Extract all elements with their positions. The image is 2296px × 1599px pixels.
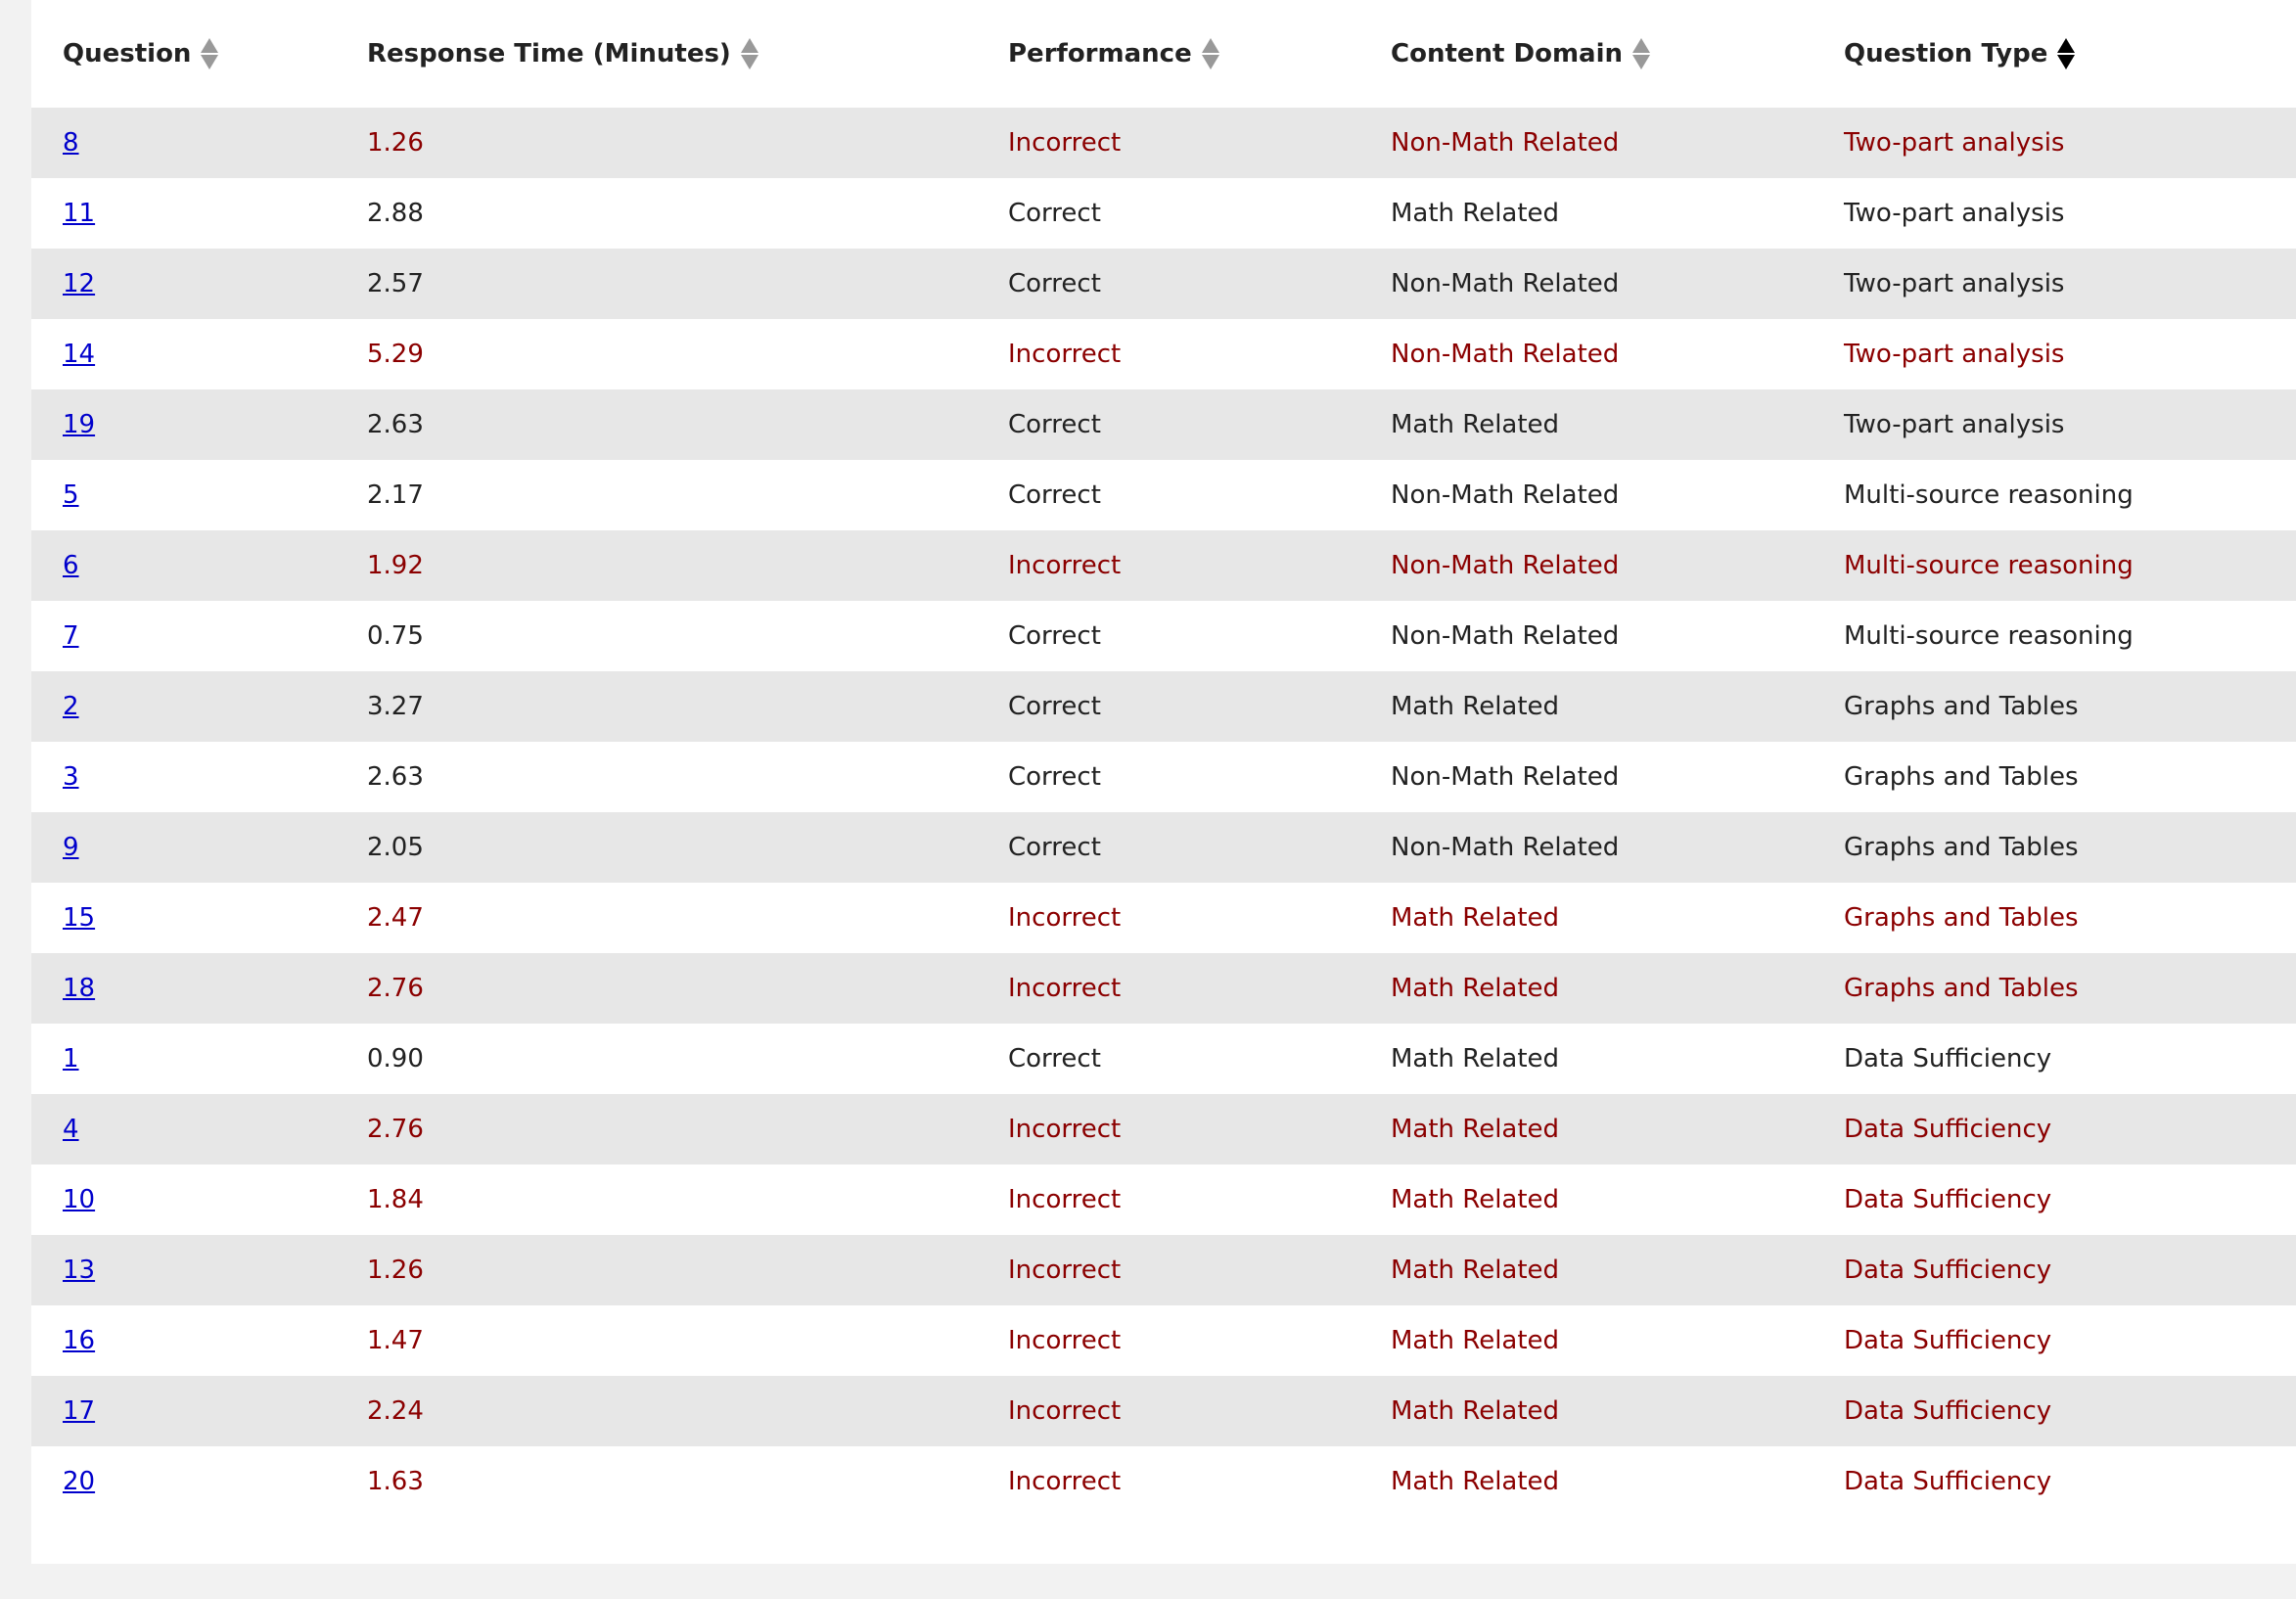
response-time-cell: 1.47 [367,1305,1008,1376]
column-header-label: Content Domain [1391,39,1624,69]
column-header-question[interactable] [31,0,367,108]
question-type-cell: Data Sufficiency [1844,1024,2296,1094]
question-type-cell: Data Sufficiency [1844,1305,2296,1376]
question-link[interactable]: 16 [63,1326,96,1355]
sort-arrows-active-icon[interactable] [2057,36,2075,71]
content-domain-cell: Non-Math Related [1391,108,1844,178]
question-cell [31,1165,367,1235]
question-cell [31,108,367,178]
sort-arrows-icon[interactable] [1632,36,1650,71]
question-cell [31,530,367,601]
content-domain-cell: Non-Math Related [1391,601,1844,671]
performance-cell: Correct [1008,812,1391,883]
content-domain-cell: Math Related [1391,178,1844,249]
column-header-label: Performance [1008,39,1192,69]
question-link[interactable]: 10 [63,1185,96,1214]
content-domain-cell: Math Related [1391,389,1844,460]
content-domain-cell: Non-Math Related [1391,460,1844,530]
performance-cell: Correct [1008,178,1391,249]
question-link[interactable]: 4 [63,1115,79,1144]
table-row [31,953,2296,1024]
question-link[interactable]: 12 [63,269,96,298]
content-domain-cell: Math Related [1391,1235,1844,1305]
content-domain-cell: Non-Math Related [1391,319,1844,389]
response-time-cell: 2.24 [367,1376,1008,1446]
response-time-cell: 2.76 [367,1094,1008,1165]
table-row [31,1376,2296,1446]
performance-cell: Incorrect [1008,1305,1391,1376]
question-type-cell: Graphs and Tables [1844,953,2296,1024]
table-row [31,249,2296,319]
question-cell [31,1376,367,1446]
question-cell [31,671,367,742]
response-time-cell: 1.63 [367,1446,1008,1517]
question-type-cell: Graphs and Tables [1844,883,2296,953]
content-domain-cell: Math Related [1391,1024,1844,1094]
performance-cell: Correct [1008,249,1391,319]
response-time-cell: 1.84 [367,1165,1008,1235]
table-row [31,389,2296,460]
results-table [31,0,2296,1517]
table-row [31,812,2296,883]
performance-cell: Incorrect [1008,1235,1391,1305]
question-cell [31,1446,367,1517]
response-time-cell: 1.26 [367,1235,1008,1305]
content-domain-cell: Non-Math Related [1391,812,1844,883]
table-row [31,1024,2296,1094]
question-link[interactable]: 9 [63,833,79,862]
question-cell [31,1235,367,1305]
question-cell [31,389,367,460]
table-row [31,460,2296,530]
question-link[interactable]: 13 [63,1256,96,1285]
question-type-cell: Data Sufficiency [1844,1235,2296,1305]
table-body [31,108,2296,1517]
question-cell [31,1305,367,1376]
question-cell [31,178,367,249]
column-header-label: Response Time (Minutes) [367,39,731,69]
table-row [31,1305,2296,1376]
response-time-cell: 2.17 [367,460,1008,530]
table-row [31,671,2296,742]
performance-cell: Incorrect [1008,319,1391,389]
question-cell [31,319,367,389]
performance-cell: Incorrect [1008,953,1391,1024]
table-header-row [31,0,2296,108]
question-link[interactable]: 11 [63,199,96,228]
question-type-cell: Data Sufficiency [1844,1165,2296,1235]
question-link[interactable]: 19 [63,410,96,439]
question-link[interactable]: 7 [63,621,79,651]
response-time-cell: 0.75 [367,601,1008,671]
response-time-cell: 2.76 [367,953,1008,1024]
question-link[interactable]: 18 [63,974,96,1003]
response-time-cell: 0.90 [367,1024,1008,1094]
performance-cell: Incorrect [1008,108,1391,178]
column-header-question-type[interactable] [1844,0,2296,108]
response-time-cell: 2.47 [367,883,1008,953]
performance-cell: Incorrect [1008,1165,1391,1235]
content-domain-cell: Non-Math Related [1391,249,1844,319]
question-type-cell: Multi-source reasoning [1844,601,2296,671]
question-type-cell: Two-part analysis [1844,319,2296,389]
question-link[interactable]: 17 [63,1396,96,1426]
response-time-cell: 2.88 [367,178,1008,249]
question-cell [31,812,367,883]
results-panel [31,0,2296,1564]
response-time-cell: 1.92 [367,530,1008,601]
response-time-cell: 2.57 [367,249,1008,319]
performance-cell: Correct [1008,460,1391,530]
question-link[interactable]: 2 [63,692,79,721]
question-link[interactable]: 1 [63,1044,79,1074]
performance-cell: Correct [1008,671,1391,742]
question-type-cell: Multi-source reasoning [1844,460,2296,530]
sort-arrows-icon[interactable] [201,36,218,71]
table-row [31,1094,2296,1165]
question-link[interactable]: 15 [63,903,96,933]
performance-cell: Incorrect [1008,1446,1391,1517]
table-row [31,319,2296,389]
question-link[interactable]: 14 [63,340,96,369]
column-header-response-time[interactable] [367,0,1008,108]
question-type-cell: Graphs and Tables [1844,812,2296,883]
performance-cell: Correct [1008,389,1391,460]
question-link[interactable]: 6 [63,551,79,580]
question-cell [31,883,367,953]
response-time-cell: 5.29 [367,319,1008,389]
question-type-cell: Data Sufficiency [1844,1094,2296,1165]
column-header-label: Question [63,39,192,69]
content-domain-cell: Math Related [1391,883,1844,953]
table-row [31,883,2296,953]
question-cell [31,601,367,671]
question-type-cell: Two-part analysis [1844,178,2296,249]
table-row [31,530,2296,601]
response-time-cell: 3.27 [367,671,1008,742]
sort-arrows-icon[interactable] [741,36,758,71]
column-header-performance[interactable] [1008,0,1391,108]
question-link[interactable]: 3 [63,762,79,792]
response-time-cell: 1.26 [367,108,1008,178]
performance-cell: Incorrect [1008,530,1391,601]
table-row [31,178,2296,249]
table-row [31,108,2296,178]
question-cell [31,1024,367,1094]
column-header-content-domain[interactable] [1391,0,1844,108]
content-domain-cell: Math Related [1391,1165,1844,1235]
question-link[interactable]: 8 [63,128,79,158]
question-type-cell: Two-part analysis [1844,108,2296,178]
performance-cell: Correct [1008,601,1391,671]
content-domain-cell: Math Related [1391,1376,1844,1446]
sort-arrows-icon[interactable] [1202,36,1219,71]
response-time-cell: 2.05 [367,812,1008,883]
performance-cell: Correct [1008,742,1391,812]
response-time-cell: 2.63 [367,742,1008,812]
question-cell [31,953,367,1024]
question-type-cell: Graphs and Tables [1844,742,2296,812]
question-cell [31,249,367,319]
question-type-cell: Two-part analysis [1844,249,2296,319]
content-domain-cell: Non-Math Related [1391,530,1844,601]
content-domain-cell: Math Related [1391,671,1844,742]
content-domain-cell: Math Related [1391,953,1844,1024]
response-time-cell: 2.63 [367,389,1008,460]
table-row [31,742,2296,812]
content-domain-cell: Non-Math Related [1391,742,1844,812]
question-cell [31,1094,367,1165]
question-type-cell: Multi-source reasoning [1844,530,2296,601]
table-row [31,1165,2296,1235]
question-link[interactable]: 20 [63,1467,96,1496]
performance-cell: Correct [1008,1024,1391,1094]
table-row [31,1235,2296,1305]
content-domain-cell: Math Related [1391,1446,1844,1517]
performance-cell: Incorrect [1008,1376,1391,1446]
performance-cell: Incorrect [1008,1094,1391,1165]
question-cell [31,742,367,812]
question-type-cell: Graphs and Tables [1844,671,2296,742]
question-type-cell: Data Sufficiency [1844,1376,2296,1446]
question-type-cell: Two-part analysis [1844,389,2296,460]
content-domain-cell: Math Related [1391,1094,1844,1165]
column-header-label: Question Type [1844,39,2048,69]
performance-cell: Incorrect [1008,883,1391,953]
question-cell [31,460,367,530]
question-type-cell: Data Sufficiency [1844,1446,2296,1517]
table-row [31,601,2296,671]
table-row [31,1446,2296,1517]
content-domain-cell: Math Related [1391,1305,1844,1376]
question-link[interactable]: 5 [63,480,79,510]
